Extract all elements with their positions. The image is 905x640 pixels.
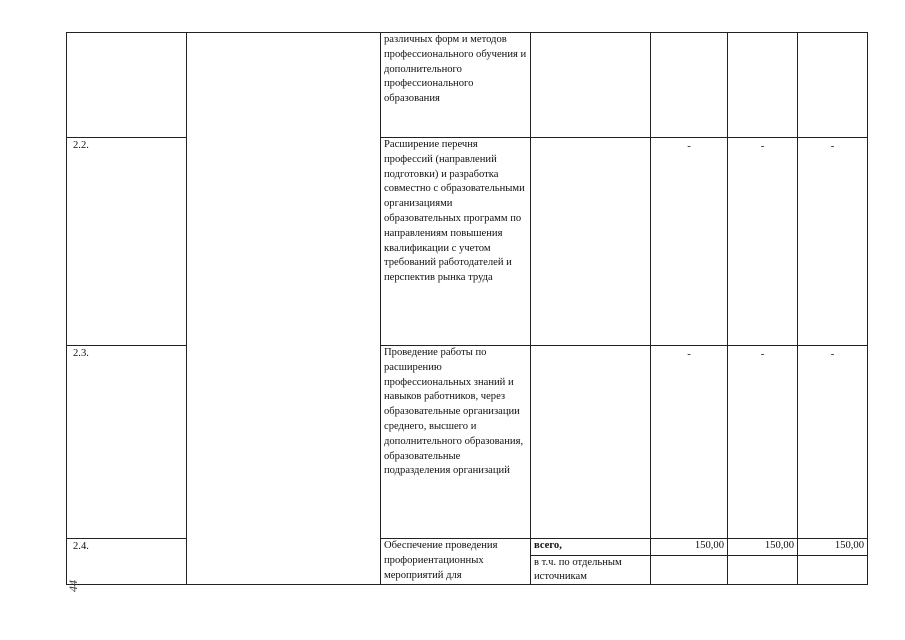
value-year-3: -	[830, 349, 835, 360]
page-side-mark: 44	[66, 580, 80, 592]
value-year-2: -	[760, 349, 765, 360]
source-sub-label: в т.ч. по отдельным источникам	[534, 557, 622, 582]
source-cell	[531, 346, 651, 539]
measure-text: Расширение перечня профессий (направлений подготовки) и разработка совместно с образовательными организациями образовательных программ по направлениям повышения квалификации с учетом требований работодателей и перспектив рынка труда	[381, 138, 531, 346]
measure-text: различных форм и методов профессионального обучения и дополнительного профессионального образования	[381, 33, 531, 138]
value-year-3	[798, 33, 868, 138]
source-cell	[531, 138, 651, 346]
row-number	[67, 33, 187, 138]
row-number: 2.4.	[67, 539, 187, 585]
measure-text: Проведение работы по расширению профессиональных знаний и навыков работников, через образовательные организации среднего, высшего и дополнительного образования, образовательные подразделения организаций	[381, 346, 531, 539]
value-year-1: 150,00	[651, 539, 727, 556]
value-year-3: 150,00	[798, 539, 867, 556]
row-number: 2.2.	[67, 138, 187, 346]
value-year-1: -	[687, 141, 691, 152]
value-year-1: -	[687, 349, 691, 360]
row-number: 2.3.	[67, 346, 187, 539]
program-table	[66, 32, 868, 585]
source-total-label: всего,	[531, 539, 650, 556]
value-year-2: -	[760, 141, 765, 152]
value-year-2: 150,00	[728, 539, 797, 556]
measure-text: Обеспечение проведения профориентационных мероприятий для	[381, 539, 531, 585]
value-year-2	[728, 33, 798, 138]
value-year-1	[651, 33, 728, 138]
source-cell	[531, 539, 651, 585]
value-year-3: -	[830, 141, 835, 152]
merged-empty-cell	[187, 33, 381, 585]
table-row	[67, 33, 868, 138]
source-cell	[531, 33, 651, 138]
